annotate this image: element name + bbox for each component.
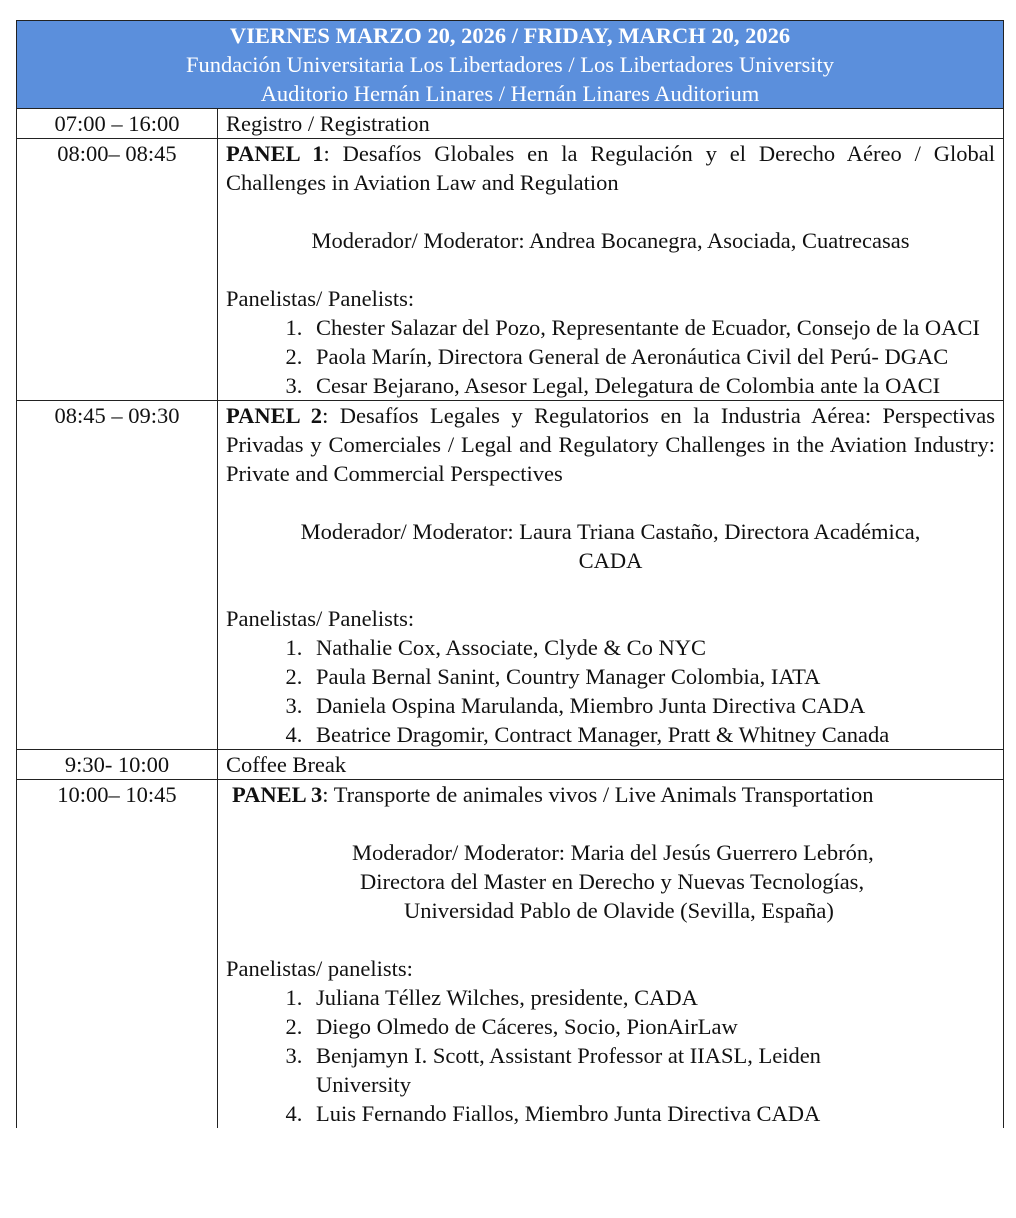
panel-2-moderator-line-2: CADA [578,548,643,573]
panelists-label: Panelistas/ Panelists: [226,606,415,631]
list-item: 1. Chester Salazar del Pozo, Representante de Ecuador, Consejo de la OACI [308,313,995,342]
panel-3-title [226,780,995,809]
list-item: 2. Paola Marín, Directora General de Aeronáutica Civil del Perú- DGAC [308,342,995,371]
panel-title-text: : Desafíos Legales y Regulatorios en la Industria Aérea: Perspectivas Privadas y Comerciales / Legal and Regulatory Challenges in the Aviation Industry: Private and Commercial Perspectives [226,403,995,486]
panelists-label: Panelistas/ Panelists: [226,286,415,311]
panel-label: PANEL 2 [226,403,323,428]
agenda-table [16,20,1004,1128]
panel-label: PANEL 3 [232,782,323,807]
list-item: 2. Diego Olmedo de Cáceres, Socio, PionAirLaw [308,1012,875,1041]
list-item: 4. Beatrice Dragomir, Contract Manager, Pratt & Whitney Canada [308,720,995,749]
time-cell: 08:45 – 09:30 [17,401,218,750]
header-venue: Fundación Universitaria Los Libertadores / Los Libertadores University [186,52,834,77]
panel-title-text: : Desafíos Globales en la Regulación y el Derecho Aéreo / Global Challenges in Aviation Law and Regulation [226,141,995,195]
time-cell: 9:30- 10:00 [17,750,218,780]
panel-3-moderator-line-3: Universidad Pablo de Olavide (Sevilla, España) [404,898,834,923]
list-item: 3. Cesar Bejarano, Asesor Legal, Delegatura de Colombia ante la OACI [308,371,995,400]
list-item: 1. Nathalie Cox, Associate, Clyde & Co NYC [308,633,995,662]
panel-1-cell [218,139,1004,401]
table-row-coffee-break [17,750,1004,780]
table-row-registration [17,109,1004,139]
panel-2-title [226,401,995,488]
panel-3-moderator-line-2: Directora del Master en Derecho y Nuevas Tecnologías, [360,869,865,894]
panel-3-cell [218,780,1004,1129]
panelists-list [226,633,995,749]
coffee-break-text: Coffee Break [218,750,1004,780]
list-item: 4. Luis Fernando Fiallos, Miembro Junta Directiva CADA [308,1099,995,1128]
panelists-list [226,983,995,1128]
table-row-panel-3 [17,780,1004,1129]
time-cell: 07:00 – 16:00 [17,109,218,139]
panel-title-text: : Transporte de animales vivos / Live Animals Transportation [322,782,874,807]
panel-2-cell [218,401,1004,750]
header-room: Auditorio Hernán Linares / Hernán Linares Auditorium [260,81,760,106]
list-item: 1. Juliana Téllez Wilches, presidente, CADA [308,983,875,1012]
agenda-header-row [17,21,1004,109]
registration-text: Registro / Registration [218,109,1004,139]
panel-3-moderator-line-1: Moderador/ Moderator: Maria del Jesús Guerrero Lebrón, [352,840,874,865]
list-item: 3. Benjamyn I. Scott, Assistant Professor at IIASL, Leiden University [308,1041,875,1099]
panel-2-moderator-line-1: Moderador/ Moderator: Laura Triana Castaño, Directora Académica, [300,519,921,544]
header-date: VIERNES MARZO 20, 2026 / FRIDAY, MARCH 20, 2026 [229,23,791,48]
time-cell: 08:00– 08:45 [17,139,218,401]
panel-1-title [226,139,995,197]
panelists-list [226,313,995,400]
agenda-header-cell [17,21,1004,109]
table-row-panel-2 [17,401,1004,750]
panel-label: PANEL 1 [226,141,324,166]
time-cell: 10:00– 10:45 [17,780,218,1129]
panel-1-moderator: Moderador/ Moderator: Andrea Bocanegra, Asociada, Cuatrecasas [311,228,910,253]
panelists-label: Panelistas/ panelists: [226,956,413,981]
table-row-panel-1 [17,139,1004,401]
list-item: 2. Paula Bernal Sanint, Country Manager Colombia, IATA [308,662,995,691]
list-item: 3. Daniela Ospina Marulanda, Miembro Junta Directiva CADA [308,691,995,720]
